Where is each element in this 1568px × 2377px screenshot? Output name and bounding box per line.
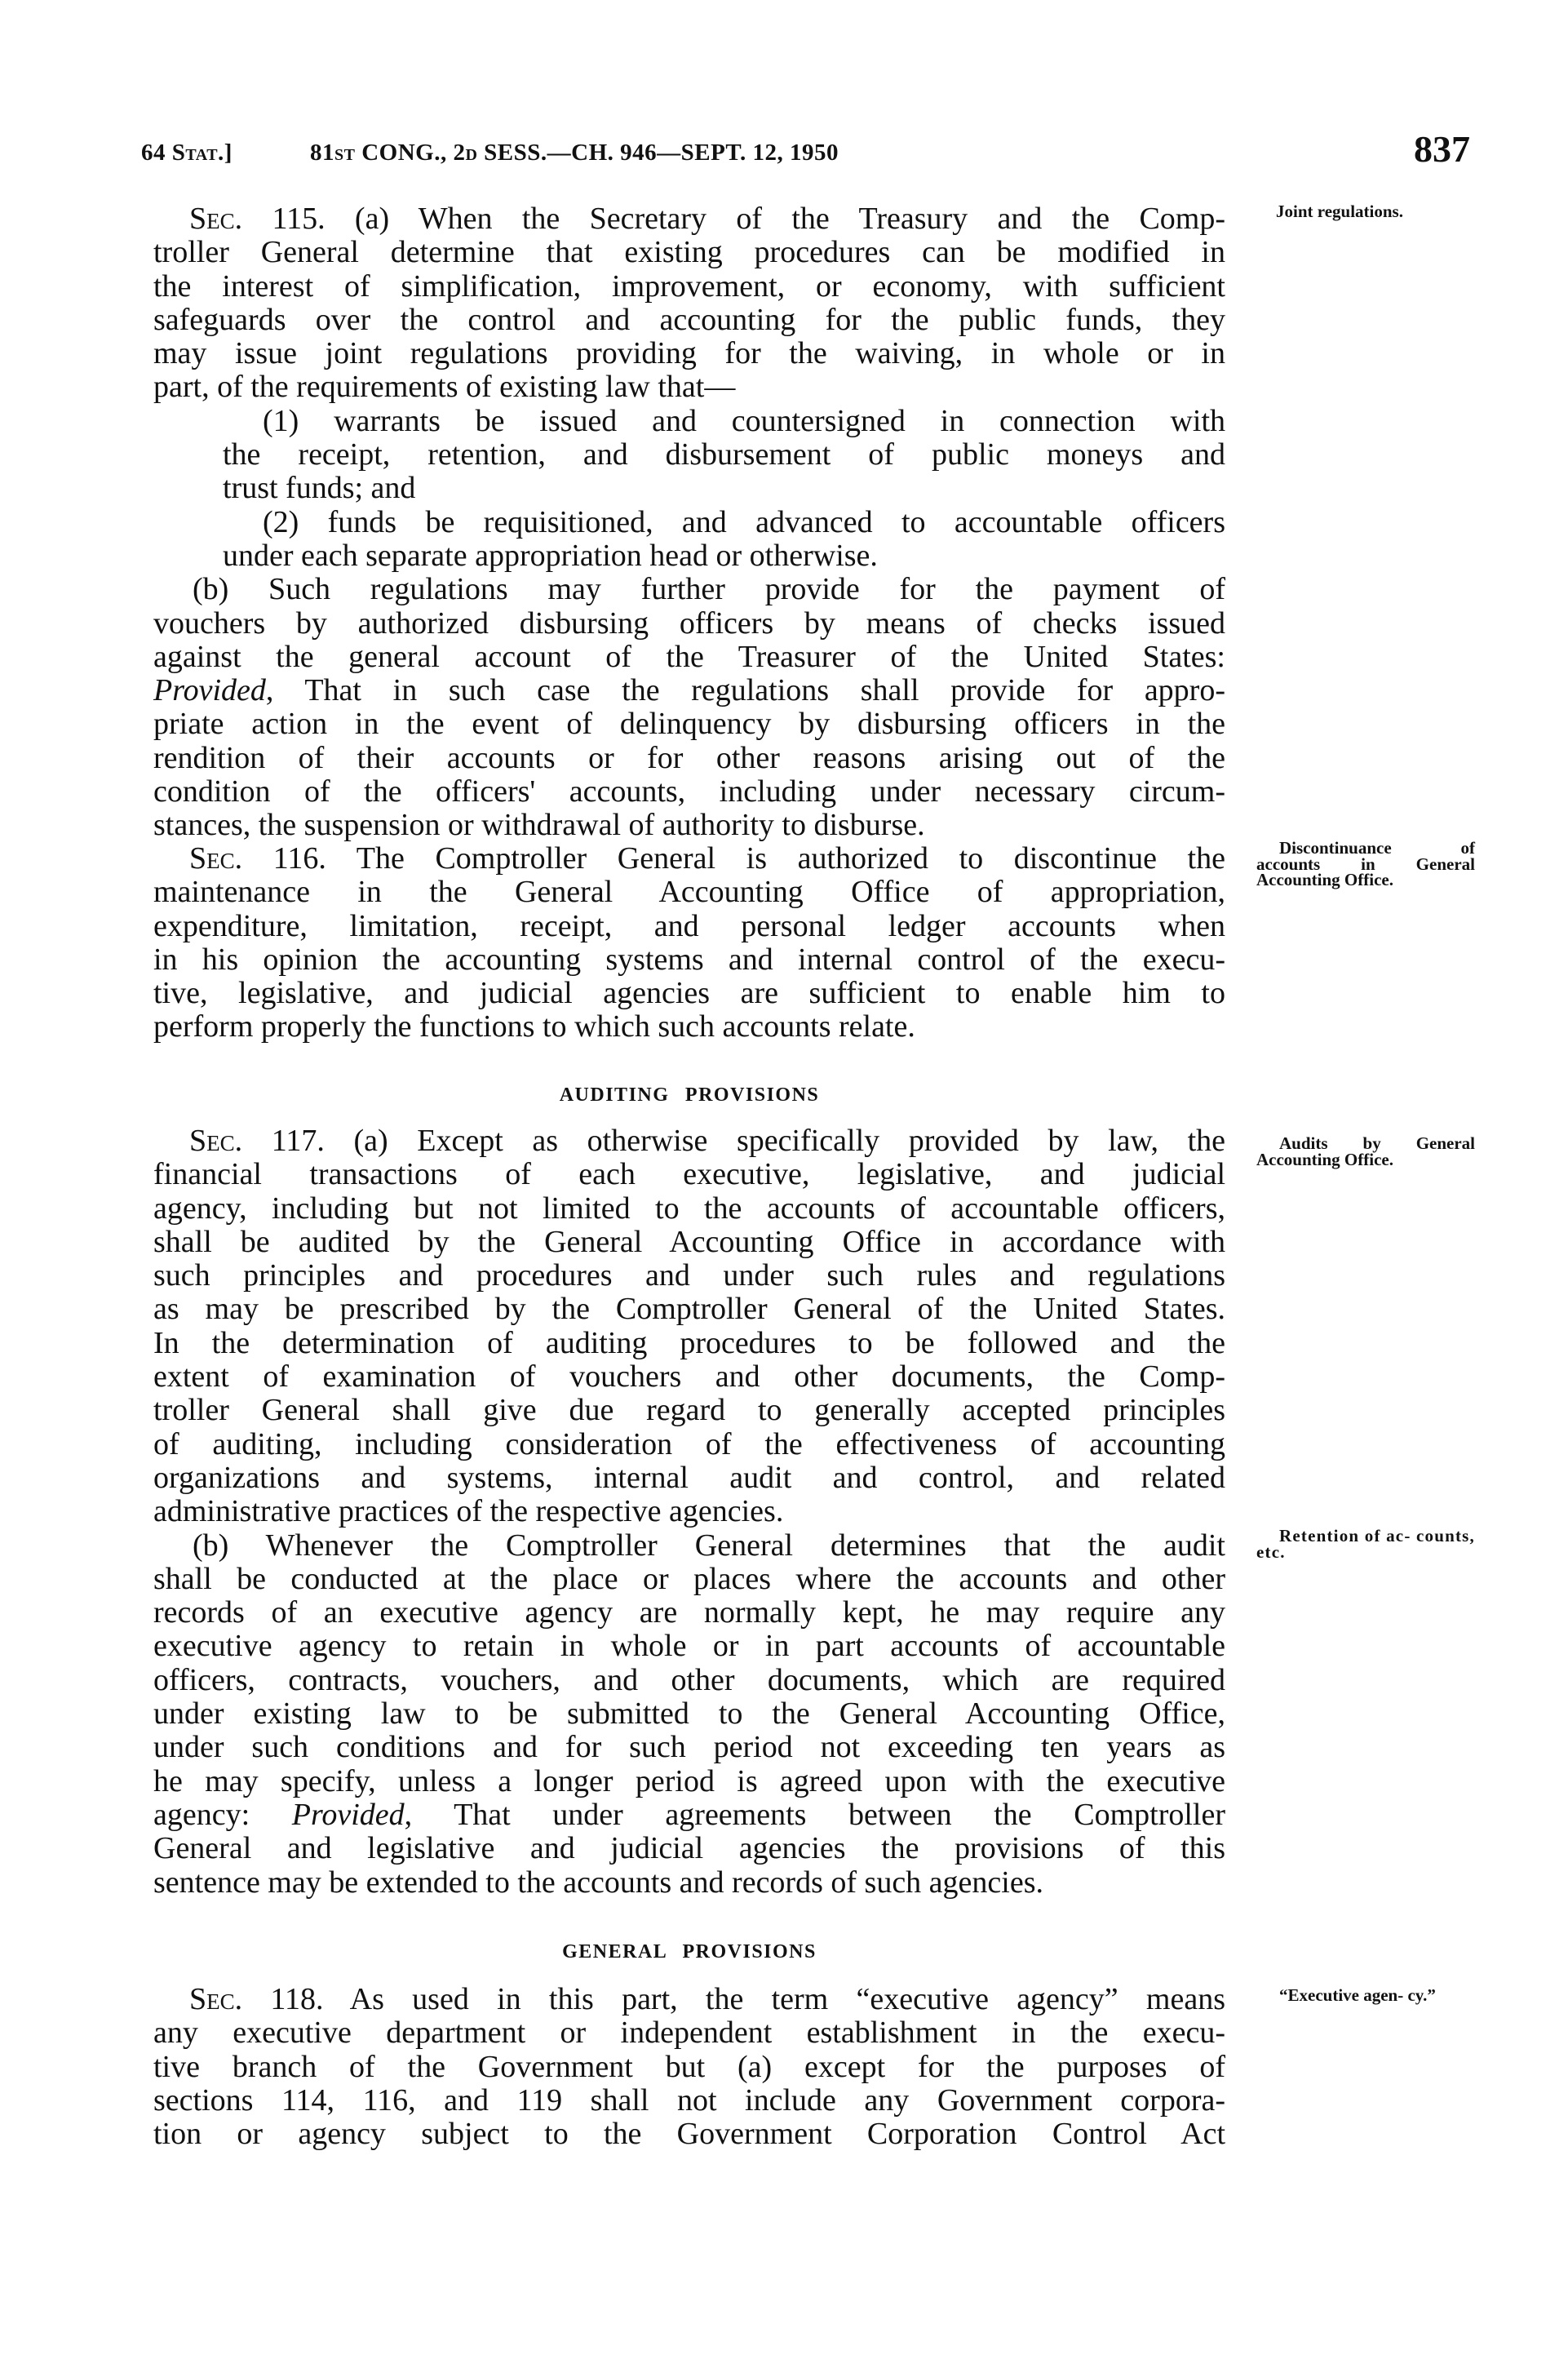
section-line: financial transactions of each executive, legislative, and judicial [153,1157,1225,1192]
section-line: sentence may be extended to the accounts and records of such agencies. [153,1865,1043,1900]
section-line: General and legislative and judicial agencies the provisions of this [153,1831,1225,1866]
section-line: stances, the suspension or withdrawal of authority to disburse. [153,808,925,843]
section-text: agency: [153,1797,250,1832]
section-line: tion or agency subject to the Government Corporation Control Act [153,2117,1225,2152]
section-line: he may specify, unless a longer period is agreed upon with the executive [153,1763,1225,1798]
clause-1-line: (1) warrants be issued and countersigned in connection with [263,403,1225,438]
volume-reference: 64 Stat.] [141,140,233,166]
section-line: tive branch of the Government but (a) except for the purposes of [153,2049,1225,2084]
section-line: officers, contracts, vouchers, and other documents, which are required [153,1662,1225,1697]
section-line: shall be audited by the General Accounting Office in accordance with [153,1224,1225,1259]
margin-note-retention: Retention of ac- counts, etc. [1256,1526,1475,1562]
running-head [310,139,839,166]
clause-1-line: trust funds; and [223,471,416,506]
subsection-b-line: (b) Such regulations may further provide for the payment of [193,572,1225,607]
section-line: executive agency to retain in whole or in part accounts of accountable [153,1629,1225,1664]
section-line: agency, including but not limited to the accounts of accountable officers, [153,1191,1225,1226]
section-line: of auditing, including consideration of the effectiveness of accounting [153,1426,1225,1461]
section-line: shall be conducted at the place or places where the accounts and other [153,1561,1225,1596]
section-116 [153,842,1225,1044]
section-text: The Comptroller General is authorized to discontinue the [356,841,1225,876]
section-line: may issue joint regulations providing for the waiving, in whole or in [153,336,1225,371]
section-line: any executive department or independent establishment in the execu- [153,2016,1225,2051]
section-115 [153,202,1225,843]
margin-note-joint-regulations: Joint regulations. [1276,202,1403,221]
section-text: (a) When the Secretary of the Treasury and the Comp- [354,202,1226,236]
section-text: , That in such case the regulations shall provide for appro- [265,673,1225,708]
sec-number: 118. [270,1982,324,2016]
proviso-line [153,1798,1225,1832]
section-line: perform properly the functions to which such accounts relate. [153,1009,915,1044]
congress-text: CONG., 2 [355,140,466,166]
section-line: priate action in the event of delinquency by disbursing officers in the [153,707,1225,742]
section-text: As used in this part, the term “executive agency” means [349,1982,1225,2016]
page-number: 837 [1414,128,1470,170]
clause-2-line: under each separate appropriation head or otherwise. [223,538,878,573]
section-line: tive, legislative, and judicial agencies are sufficient to enable him to [153,976,1225,1011]
sec-label: Sec. [189,202,243,236]
section-line: administrative practices of the respective agencies. [153,1494,784,1529]
section-text: , That under agreements between the Comptroller [404,1797,1226,1832]
section-line: as may be prescribed by the Comptroller General of the United States. [153,1292,1225,1327]
section-line: rendition of their accounts or for other reasons arising out of the [153,740,1225,775]
section-line: against the general account of the Treasurer of the United States: [153,639,1225,674]
section-line: organizations and systems, internal audit and control, and related [153,1460,1225,1495]
section-line: troller General shall give due regard to generally accepted principles [153,1393,1225,1428]
margin-note-discontinuance: Discontinuance of accounts in General Accounting Office. [1256,838,1475,889]
proviso-word: Provided [291,1797,405,1832]
section-line: part, of the requirements of existing law that— [153,370,736,405]
session-suffix: d [465,140,478,166]
congress-number: 81 [310,140,334,166]
section-line: under such conditions and for such period not exceeding ten years as [153,1730,1225,1765]
section-line: vouchers by authorized disbursing officers by means of checks issued [153,605,1225,641]
section-118-line-1 [153,1983,1225,2016]
section-line: sections 114, 116, and 119 shall not include any Government corpora- [153,2082,1225,2118]
heading-auditing-provisions: AUDITING PROVISIONS [559,1084,820,1106]
margin-note-executive-agency: “Executive agen- cy.” [1279,1985,1436,2005]
section-line: in his opinion the accounting systems and internal control of the execu- [153,942,1225,977]
session-chapter-date: SESS.—CH. 946—SEPT. 12, 1950 [477,140,839,166]
section-117-line-1 [153,1124,1225,1158]
section-line: condition of the officers' accounts, including under necessary circum- [153,774,1225,809]
section-text: (a) Except as otherwise specifically provided by law, the [353,1124,1226,1158]
section-line: records of an executive agency are normally kept, he may require any [153,1595,1225,1630]
sec-number: 115. [272,202,326,236]
section-line: In the determination of auditing procedures to be followed and the [153,1325,1225,1360]
section-line: expenditure, limitation, receipt, and personal ledger accounts when [153,908,1225,943]
section-115-line-1 [153,202,1225,236]
congress-suffix: st [334,140,356,166]
section-118 [153,1983,1225,2151]
proviso-line [153,674,1225,707]
section-line: troller General determine that existing procedures can be modified in [153,235,1225,270]
section-116-line-1 [153,842,1225,876]
section-117 [153,1124,1225,1900]
section-line: such principles and procedures and under such rules and regulations [153,1258,1225,1293]
clause-2-line: (2) funds be requisitioned, and advanced to accountable officers [263,504,1225,539]
sec-label: Sec. [189,1124,243,1158]
section-line: under existing law to be submitted to the General Accounting Office, [153,1696,1225,1732]
section-line: maintenance in the General Accounting Office of appropriation, [153,875,1225,910]
section-line: extent of examination of vouchers and other documents, the Comp- [153,1359,1225,1395]
proviso-word: Provided [153,673,266,708]
sec-number: 117. [271,1124,325,1158]
margin-note-audits: Audits by General Accounting Office. [1256,1133,1475,1169]
clause-1-line: the receipt, retention, and disbursement of public moneys and [223,437,1225,472]
subsection-b-line: (b) Whenever the Comptroller General determines that the audit [193,1528,1225,1563]
sec-label: Sec. [189,1982,243,2016]
heading-general-provisions: GENERAL PROVISIONS [562,1941,817,1962]
sec-number: 116. [272,841,326,876]
section-line: safeguards over the control and accounting for the public funds, they [153,302,1225,337]
section-line: the interest of simplification, improvement, or economy, with sufficient [153,268,1225,304]
sec-label: Sec. [189,841,243,876]
